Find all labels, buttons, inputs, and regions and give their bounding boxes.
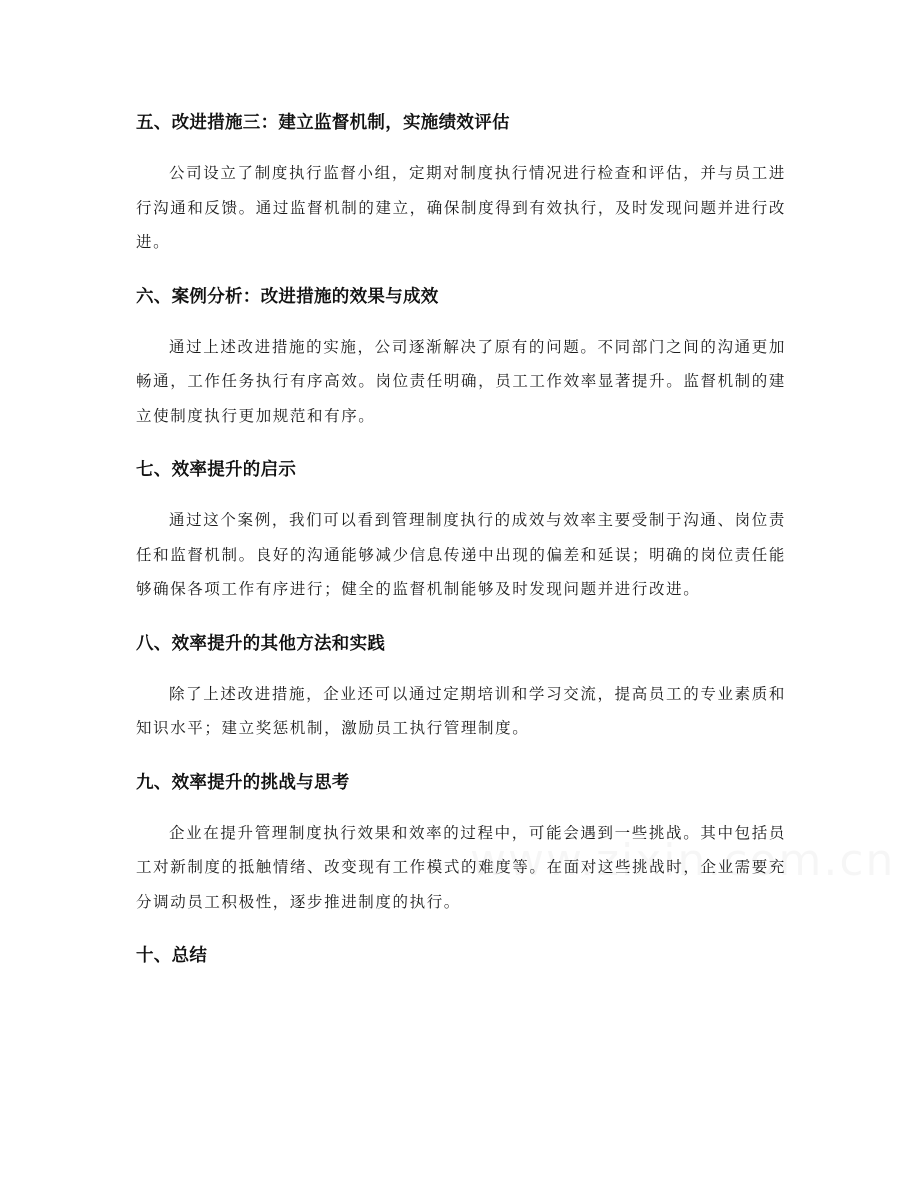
- section-9: [136, 766, 786, 920]
- section-heading: 十、总结: [136, 946, 208, 966]
- section-heading: 五、改进措施三：建立监督机制，实施绩效评估: [136, 113, 510, 133]
- section-5: [136, 106, 786, 260]
- section-paragraph: 通过上述改进措施的实施，公司逐渐解决了原有的问题。不同部门之间的沟通更加畅通，工作任务执行有序高效。岗位责任明确，员工工作效率显著提升。监督机制的建立使制度执行更加规范和有序。: [136, 337, 786, 425]
- section-7: [136, 453, 786, 607]
- section-10: [136, 939, 786, 973]
- section-heading: 六、案例分析：改进措施的效果与成效: [136, 286, 439, 307]
- section-heading: 八、效率提升的其他方法和实践: [136, 633, 386, 654]
- section-paragraph: 通过这个案例，我们可以看到管理制度执行的成效与效率主要受制于沟通、岗位责任和监督机制。良好的沟通能够减少信息传递中出现的偏差和延误；明确的岗位责任能够确保各项工作有序进行；健全的监督机制能够及时发现问题并进行改进。: [136, 511, 786, 598]
- section-paragraph: 公司设立了制度执行监督小组，定期对制度执行情况进行检查和评估，并与员工进行沟通和反馈。通过监督机制的建立，确保制度得到有效执行，及时发现问题并进行改进。: [136, 164, 786, 251]
- section-8: [136, 627, 786, 746]
- section-heading: 九、效率提升的挑战与思考: [136, 772, 350, 793]
- document-content: [136, 106, 786, 989]
- section-paragraph: 企业在提升管理制度执行效果和效率的过程中，可能会遇到一些挑战。其中包括员工对新制度的抵触情绪、改变现有工作模式的难度等。在面对这些挑战时，企业需要充分调动员工积极性，逐步推进制度的执行。: [136, 823, 786, 911]
- section-heading: 七、效率提升的启示: [136, 460, 297, 480]
- section-6: [136, 280, 786, 434]
- section-paragraph: 除了上述改进措施，企业还可以通过定期培训和学习交流，提高员工的专业素质和知识水平；建立奖惩机制，激励员工执行管理制度。: [136, 684, 786, 737]
